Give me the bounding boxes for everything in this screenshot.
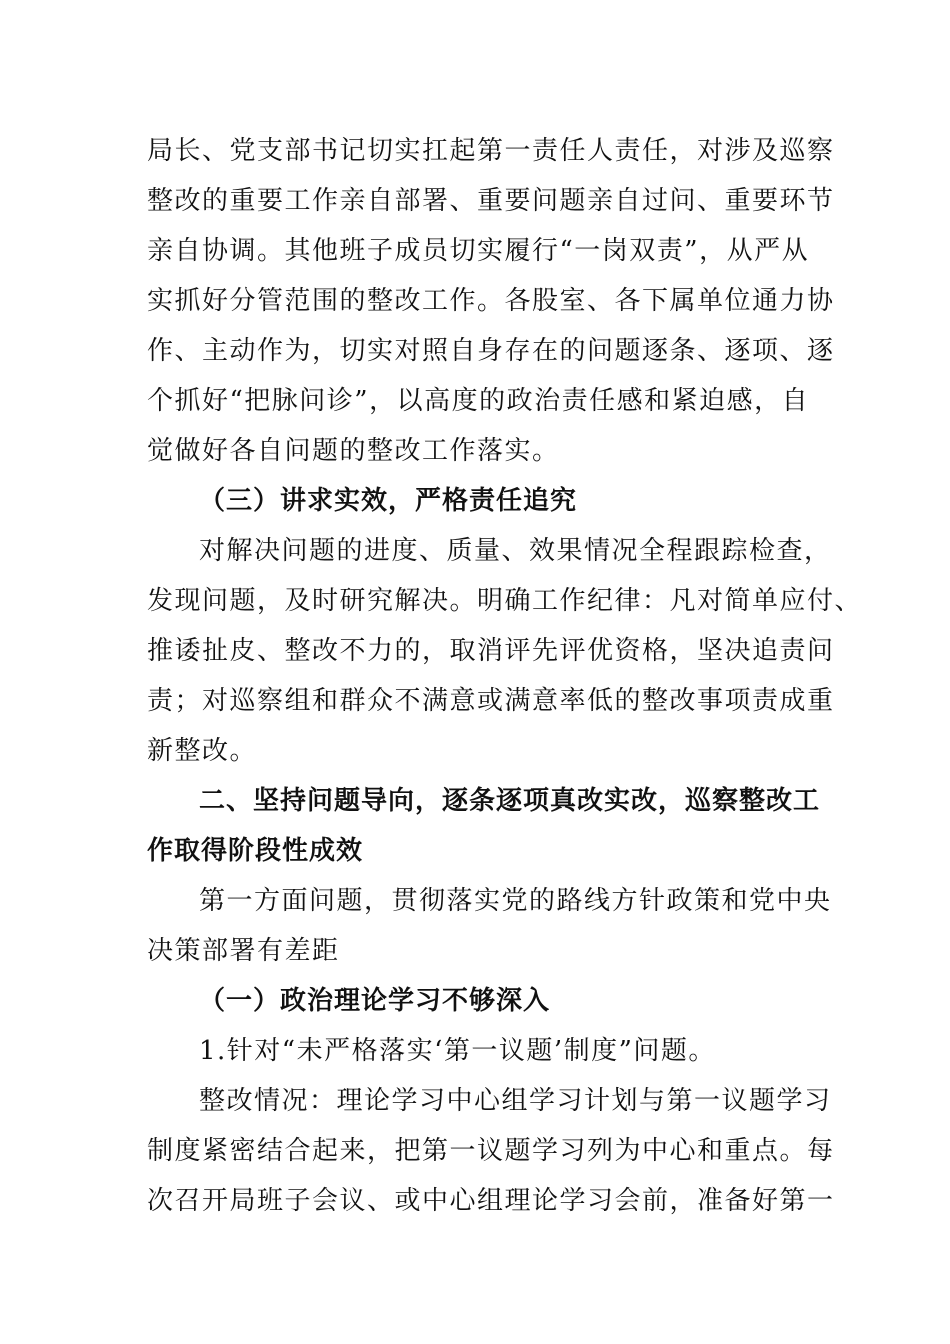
paragraph-line: 制度紧密结合起来，把第一议题学习列为中心和重点。每	[147, 1136, 835, 1166]
paragraph-line: 整改的重要工作亲自部署、重要问题亲自过问、重要环节	[147, 186, 835, 216]
paragraph-line: 推诿扯皮、整改不力的，取消评先评优资格，坚决追责问	[147, 636, 835, 666]
paragraph-line: 责；对巡察组和群众不满意或满意率低的整改事项责成重	[147, 686, 835, 716]
heading-line: 作取得阶段性成效	[147, 836, 364, 866]
item-text: 1.针对“未严格落实‘第一议题’制度”问题。	[199, 1036, 716, 1066]
paragraph-line: 整改情况：理论学习中心组学习计划与第一议题学习	[199, 1086, 832, 1116]
paragraph-line: 局长、党支部书记切实扛起第一责任人责任，对涉及巡察	[147, 136, 835, 166]
paragraph-line: 第一方面问题，贯彻落实党的路线方针政策和党中央	[199, 886, 832, 916]
subheading-text: （三）讲求实效，严格责任追究	[199, 486, 578, 516]
paragraph-line: 决策部署有差距	[147, 936, 340, 966]
section-subheading	[147, 976, 807, 1026]
paragraph-line: 亲自协调。其他班子成员切实履行“一岗双责”，从严从	[147, 236, 810, 266]
body-paragraph	[147, 1076, 835, 1226]
paragraph-line: 实抓好分管范围的整改工作。各股室、各下属单位通力协	[147, 286, 835, 316]
heading-line: 二、坚持问题导向，逐条逐项真改实改，巡察整改工	[199, 786, 821, 816]
section-subheading	[147, 476, 807, 526]
paragraph-line: 新整改。	[147, 736, 258, 766]
paragraph-line: 发现问题，及时研究解决。明确工作纪律：凡对简单应付、	[147, 586, 863, 616]
body-paragraph	[147, 126, 835, 476]
section-heading	[147, 776, 821, 876]
paragraph-line: 对解决问题的进度、质量、效果情况全程跟踪检查，	[199, 536, 832, 566]
body-paragraph	[147, 526, 863, 776]
numbered-item	[147, 1026, 807, 1076]
paragraph-line: 次召开局班子会议、或中心组理论学习会前，准备好第一	[147, 1186, 835, 1216]
paragraph-line: 作、主动作为，切实对照自身存在的问题逐条、逐项、逐	[147, 336, 835, 366]
paragraph-line: 个抓好“把脉问诊”，以高度的政治责任感和紧迫感，自	[147, 386, 810, 416]
paragraph-line: 觉做好各自问题的整改工作落实。	[147, 436, 560, 466]
subheading-text: （一）政治理论学习不够深入	[199, 986, 551, 1016]
body-paragraph	[147, 876, 832, 976]
